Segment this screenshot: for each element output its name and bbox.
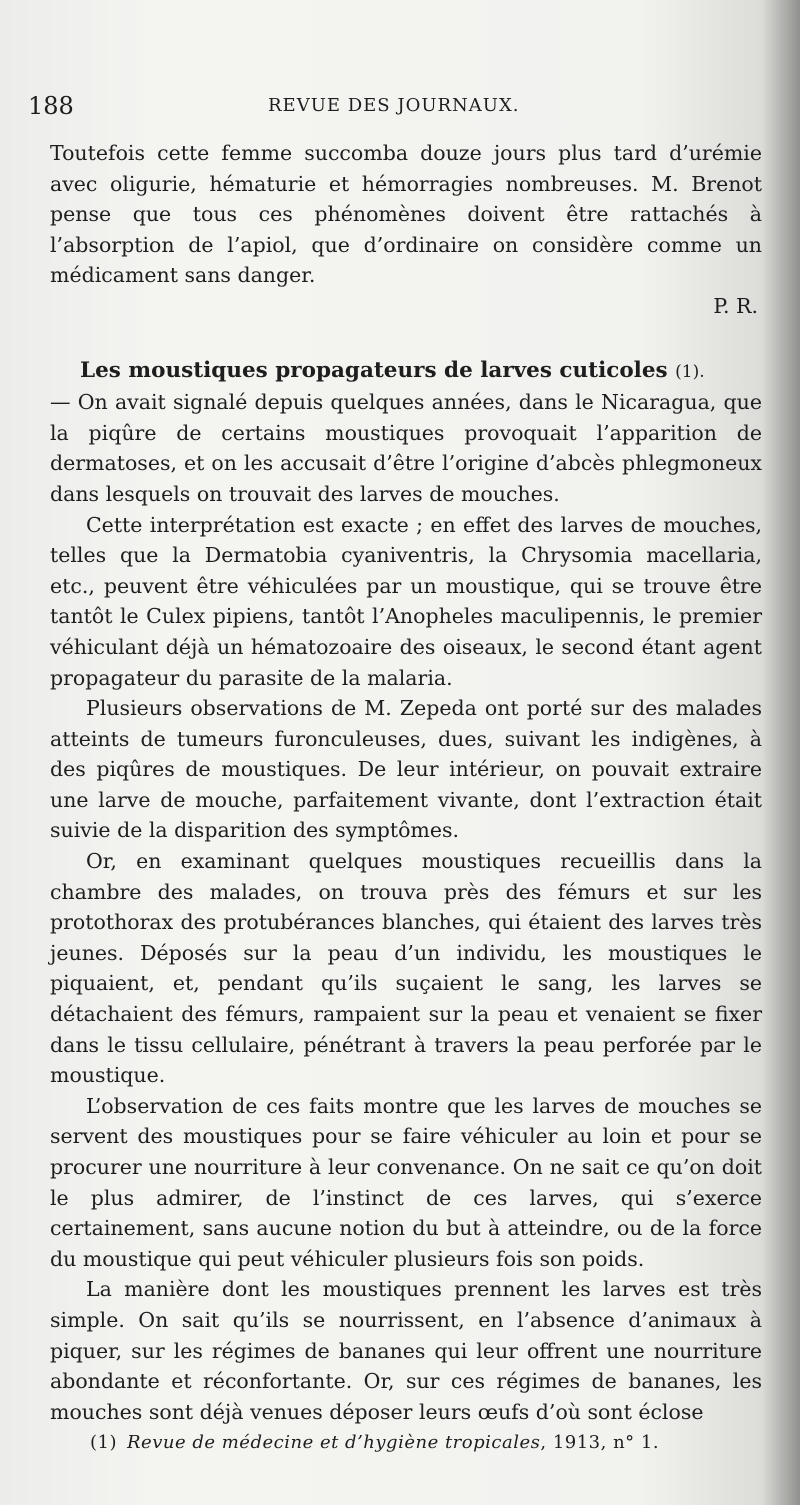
paragraph: La manière dont les moustiques prennent les larves est très simple. On sait qu’ils se nourrissent, en l’absence d’animaux à piquer, sur les régimes de bananes qui leur offrent une nourriture abondante et réconfortante. Or, sur ces régimes de bananes, les mouches sont déjà venues déposer leurs œufs d’où sont éclose xyxy=(50,1277,762,1424)
page-number: 188 xyxy=(28,92,74,120)
footnote xyxy=(90,1432,740,1453)
footnote-journal: Revue de médecine et d’hygiène tropicales xyxy=(127,1432,541,1453)
paragraph: Or, en examinant quelques moustiques recueillis dans la chambre des malades, on trouva près des fémurs et sur les protothorax des protubérances blanches, qui étaient des larves très jeunes. Déposés sur la peau d’un individu, les moustiques le piquaient, et, pendant qu’ils suçaient le sang, les larves se détachaient des fémurs, rampaient sur la peau et venaient se fixer dans le tissu cellulaire, pénétrant à travers la peau perforée par le moustique. xyxy=(50,849,762,1088)
article-title xyxy=(50,356,762,388)
page-header xyxy=(28,92,748,128)
footnote-details: , 1913, n° 1. xyxy=(540,1432,660,1453)
footnote-mark: (1) xyxy=(90,1432,117,1453)
running-title: REVUE DES JOURNAUX. xyxy=(268,95,520,116)
paragraph: Plusieurs observations de M. Zepeda ont porté sur des malades atteints de tumeurs furonculeuses, dues, suivant les indigènes, à des piqûres de moustiques. De leur intérieur, on pouvait extraire une larve de mouche, parfaitement vivante, dont l’extraction était suivie de la disparition des symptômes. xyxy=(50,696,762,843)
page-body xyxy=(50,138,762,1427)
paragraph: Toutefois cette femme succomba douze jours plus tard d’urémie avec oligurie, hématurie et hémorragies nombreuses. M. Brenot pense que tous ces phénomènes doivent être rattachés à l’absorption de l’apiol, que d’ordinaire on considère comme un médicament sans danger. xyxy=(50,141,762,288)
article-title-text: Les moustiques propagateurs de larves cuticoles xyxy=(80,357,668,383)
paragraph: — On avait signalé depuis quelques années, dans le Nicaragua, que la piqûre de certains moustiques provoquait l’apparition de dermatoses, et on les accusait d’être l’origine d’abcès phlegmoneux dans lesquels on trouvait des larves de mouches. xyxy=(50,390,762,506)
binding-shadow xyxy=(762,0,800,1505)
footnote-reference: (1). xyxy=(675,361,705,382)
author-initials: P. R. xyxy=(713,293,758,318)
paragraph: L’observation de ces faits montre que les larves de mouches se servent des moustiques pour se faire véhiculer au loin et pour se procurer une nourriture à leur convenance. On ne sait ce qu’on doit le plus admirer, de l’instinct de ces larves, qui s’exerce certainement, sans aucune notion du but à atteindre, ou de la force du moustique qui peut véhiculer plusieurs fois son poids. xyxy=(50,1093,762,1271)
paragraph: Cette interprétation est exacte ; en effet des larves de mouches, telles que la Dermatobia cyaniventris, la Chrysomia macellaria, etc., peuvent être véhiculées par un moustique, qui se trouve être tantôt le Culex pipiens, tantôt l’Anopheles maculipennis, le premier véhiculant déjà un hématozoaire des oiseaux, le second étant agent propagateur du parasite de la malaria. xyxy=(50,512,762,690)
